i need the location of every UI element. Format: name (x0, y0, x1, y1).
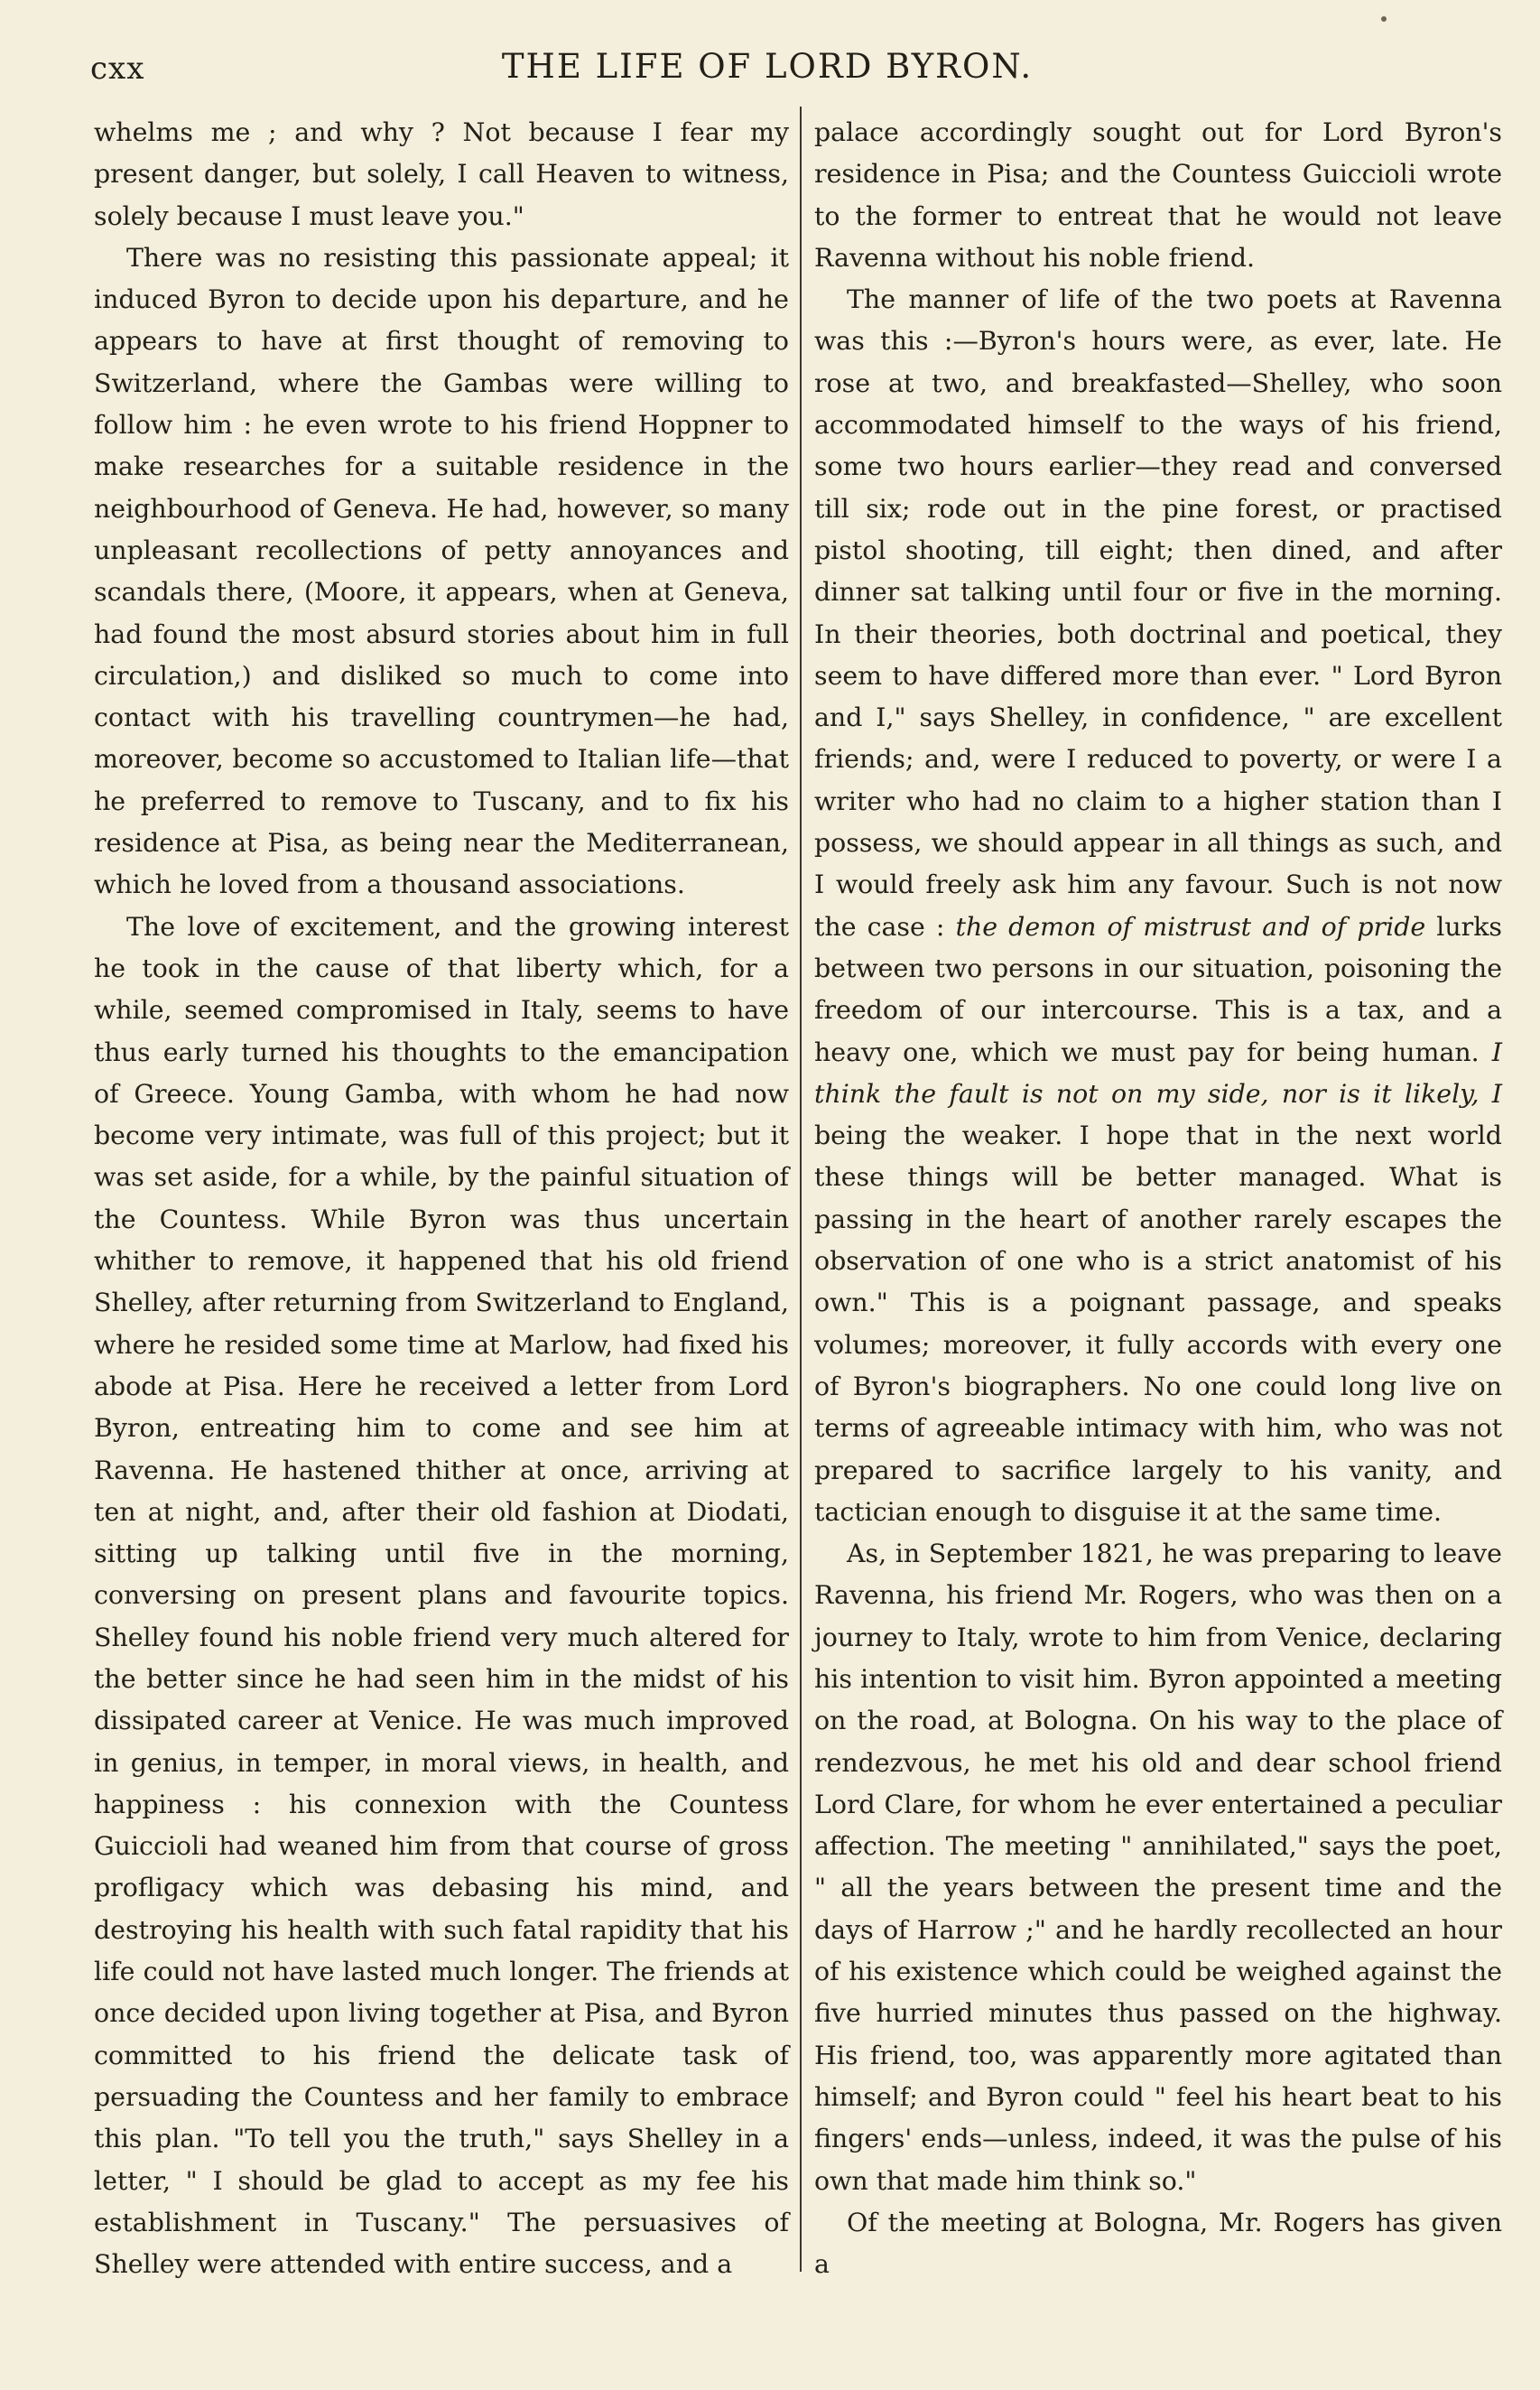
column-divider (800, 107, 802, 2272)
paragraph: There was no resisting this passionate appeal; it induced Byron to decide upon his departure, and he appears to have at first thought of removing to Switzerland, where the Gambas were willing to follow him : he even wrote to his friend Hoppner to make researches for a suitable residence in the neighbourhood of Geneva. He had, however, so many unpleasant recollections of petty annoyances and scandals there, (Moore, it appears, when at Geneva, had found the most absurd stories about him in full circulation,) and disliked so much to come into contact with his travelling countrymen—he had, moreover, become so accustomed to Italian life—that he preferred to remove to Tuscany, and to fix his residence at Pisa, as being near the Mediterranean, which he loved from a thousand associations. (94, 242, 789, 900)
paragraph-continued: whelms me ; and why ? Not because I fear my present danger, but solely, I call Heaven to witness, solely because I must leave you." (94, 117, 789, 231)
paper-speck (1381, 16, 1387, 22)
text-run: being the weaker. I hope that in the next world these things will be better managed. What is passing in the heart of another rarely escapes the observation of one who is a strict anatomist of his own." This is a poignant passage, and speaks volumes; moreover, it fully accords with every one of Byron's biographers. No one could long live on terms of agreeable intimacy with him, who was not prepared to sacrifice largely to his vanity, and tactician enough to disguise it at the same time. (814, 1121, 1502, 1527)
running-title: THE LIFE OF LORD BYRON. (501, 47, 1034, 86)
italic-quote: the demon of mistrust and of pride (955, 911, 1426, 942)
text-run: The manner of life of the two poets at Ravenna was this :—Byron's hours were, as ever, late. He rose at two, and breakfasted—Shelley, who soon accommodated himself to the ways of his friend, some two hours earlier—they read and conversed till six; rode out in the pine forest, or practised pistol shooting, till eight; then dined, and after dinner sat talking until four or five in the morning. In their theories, both doctrinal and poetical, they seem to have differed more than ever. " Lord Byron and I," says Shelley, in confidence, " are excellent friends; and, were I reduced to poverty, or were I a writer who had no claim to a higher station than I possess, we should appear in all things as such, and I would freely ask him any favour. Such is not now the case : (814, 284, 1502, 942)
page-number: cxx (90, 51, 145, 87)
right-column (814, 112, 1502, 2285)
paragraph-continued: palace accordingly sought out for Lord Byron's residence in Pisa; and the Countess Guiccioli wrote to the former to entreat that he would not leave Ravenna without his noble friend. (814, 117, 1502, 273)
paragraph (814, 279, 1502, 1533)
text-run: lurks between two persons in our situation, poisoning the freedom of our intercourse. This is a tax, and a heavy one, which we must pay for being human. (814, 911, 1502, 1067)
running-head (90, 47, 1498, 92)
paragraph: Of the meeting at Bologna, Mr. Rogers has given a (814, 2207, 1502, 2280)
paragraph: As, in September 1821, he was preparing to leave Ravenna, his friend Mr. Rogers, who was then on a journey to Italy, wrote to him from Venice, declaring his intention to visit him. Byron appointed a meeting on the road, at Bologna. On his way to the place of rendezvous, he met his old and dear school friend Lord Clare, for whom he ever entertained a peculiar affection. The meeting " annihilated," says the poet, " all the years between the present time and the days of Harrow ;" and he hardly recollected an hour of his existence which could be weighed against the five hurried minutes thus passed on the highway. His friend, too, was apparently more agitated than himself; and Byron could " feel his heart beat to his fingers' ends—unless, indeed, it was the pulse of his own that made him think so." (814, 1539, 1502, 2196)
left-column (94, 112, 789, 2285)
paragraph: The love of excitement, and the growing interest he took in the cause of that liberty which, for a while, seemed compromised in Italy, seems to have thus early turned his thoughts to the emancipation of Greece. Young Gamba, with whom he had now become very intimate, was full of this project; but it was set aside, for a while, by the painful situation of the Countess. While Byron was thus uncertain whither to remove, it happened that his old friend Shelley, after returning from Switzerland to England, where he resided some time at Marlow, had fixed his abode at Pisa. Here he received a letter from Lord Byron, entreating him to come and see him at Ravenna. He hastened thither at once, arriving at ten at night, and, after their old fashion at Diodati, sitting up talking until five in the morning, conversing on present plans and favourite topics. Shelley found his noble friend very much altered for the better since he had seen him in the midst of his dissipated career at Venice. He was much improved in genius, in temper, in moral views, in health, and happiness : his connexion with the Countess Guiccioli had weaned him from that course of gross profligacy which was debasing his mind, and destroying his health with such fatal rapidity that his life could not have lasted much longer. The friends at once decided upon living together at Pisa, and Byron committed to his friend the delicate task of persuading the Countess and her family to embrace this plan. "To tell you the truth," says Shelley in a letter, " I should be glad to accept as my fee his establishment in Tuscany." The persuasives of Shelley were attended with entire success, and a (94, 911, 789, 2280)
italic-quote: I think the fault is not on my side, nor is it likely, I (814, 1037, 1502, 1109)
